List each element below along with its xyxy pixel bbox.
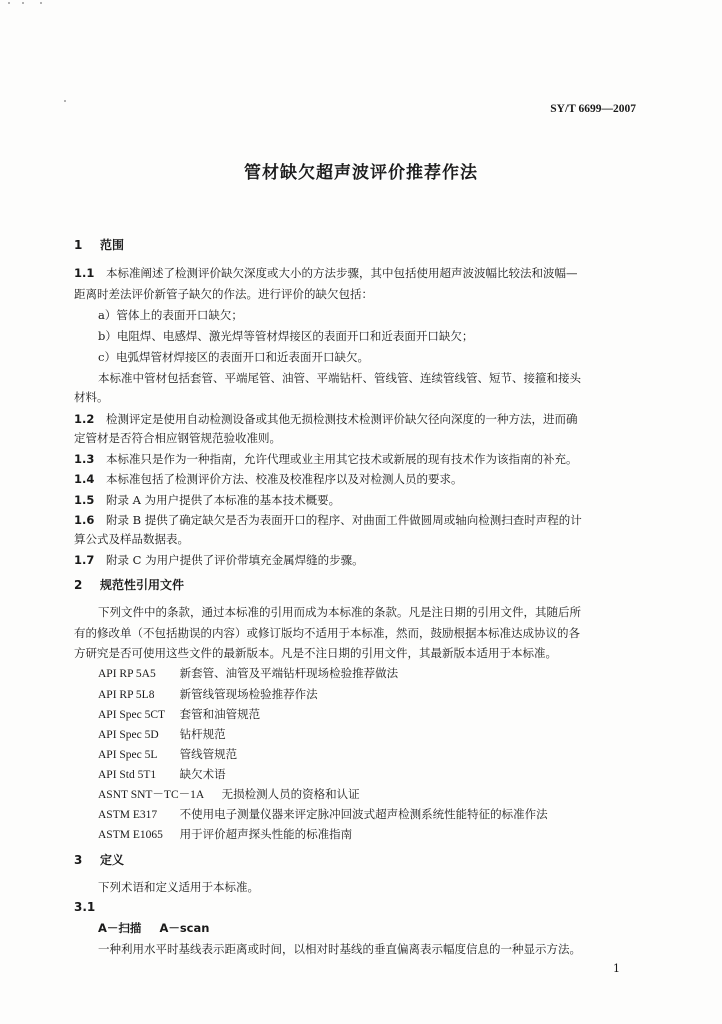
clause-1-7 bbox=[74, 551, 364, 569]
clause-number: 1.5 bbox=[74, 493, 95, 507]
clause-number: 1.1 bbox=[74, 266, 95, 280]
section-title: 定义 bbox=[100, 853, 125, 867]
reference-code: ASNT SNT－TC－1A bbox=[98, 789, 205, 801]
section-heading-3 bbox=[74, 851, 124, 869]
section-title: 规范性引用文件 bbox=[100, 578, 185, 592]
scan-speck bbox=[22, 2, 24, 4]
reference-title: 钻杆规范 bbox=[179, 727, 226, 741]
scan-speck bbox=[8, 2, 10, 4]
clause-number: 1.4 bbox=[74, 472, 95, 486]
reference-item bbox=[98, 785, 360, 804]
document-title: 管材缺欠超声波评价推荐作法 bbox=[244, 163, 478, 183]
section-2-intro-line-2: 有的修改单（不包括勘误的内容）或修订版均不适用于本标准，然而，鼓励根据本标准达成协议的各 bbox=[74, 626, 580, 640]
clause-1-1-line-1 bbox=[74, 264, 578, 282]
section-heading-2 bbox=[74, 576, 184, 594]
reference-item bbox=[98, 685, 318, 704]
clause-number: 1.3 bbox=[74, 452, 95, 466]
reference-code: API RP 5A5 bbox=[98, 668, 156, 680]
clause-text: 附录 C 为用户提供了评价带填充金属焊缝的步骤。 bbox=[106, 553, 364, 567]
term-number: 3.1 bbox=[74, 900, 96, 914]
section-number: 2 bbox=[74, 578, 83, 592]
scan-speck bbox=[64, 100, 66, 102]
reference-code: ASTM E1065 bbox=[98, 829, 163, 841]
section-3-intro: 下列术语和定义适用于本标准。 bbox=[98, 880, 259, 894]
clause-text: 本标准阐述了检测评价缺欠深度或大小的方法步骤，其中包括使用超声波波幅比较法和波幅— bbox=[106, 266, 578, 280]
clause-1-3 bbox=[74, 450, 578, 468]
scan-speck bbox=[40, 2, 42, 4]
reference-title: 新管线管现场检验推荐作法 bbox=[179, 687, 318, 701]
reference-item bbox=[98, 705, 260, 724]
term-chinese: A－扫描 bbox=[98, 921, 142, 935]
clause-1-2-line-1 bbox=[74, 410, 578, 428]
reference-item bbox=[98, 664, 398, 683]
section-number: 3 bbox=[74, 853, 83, 867]
clause-number: 1.6 bbox=[74, 513, 95, 527]
reference-code: ASTM E317 bbox=[98, 809, 158, 821]
clause-1-1-line-2: 距离时差法评价新管子缺欠的作法。进行评价的缺欠包括： bbox=[74, 287, 373, 301]
clause-1-6-line-2: 算公式及样品数据表。 bbox=[74, 532, 189, 546]
list-item-c: c）电弧焊管材焊接区的表面开口和近表面开口缺欠。 bbox=[98, 350, 369, 364]
reference-item bbox=[98, 745, 237, 764]
reference-title: 缺欠术语 bbox=[179, 767, 226, 781]
reference-code: API Std 5T1 bbox=[98, 769, 157, 781]
clause-number: 1.2 bbox=[74, 412, 95, 426]
reference-code: API Spec 5CT bbox=[98, 709, 166, 721]
reference-code: API Spec 5D bbox=[98, 729, 159, 741]
reference-item bbox=[98, 765, 226, 784]
clause-1-1-note-line-2: 材料。 bbox=[74, 390, 109, 404]
page-number: 1 bbox=[613, 962, 620, 975]
clause-1-5 bbox=[74, 491, 340, 509]
section-heading-1 bbox=[74, 236, 124, 254]
section-number: 1 bbox=[74, 238, 83, 252]
reference-title: 管线管规范 bbox=[179, 747, 238, 761]
clause-text: 本标准只是作为一种指南，允许代理或业主用其它技术或新展的现有技术作为该指南的补充。 bbox=[106, 452, 578, 466]
list-item-b: b）电阻焊、电感焊、激光焊等管材焊接区的表面开口和近表面开口缺欠； bbox=[98, 329, 474, 343]
term-heading bbox=[98, 919, 209, 937]
clause-text: 附录 A 为用户提供了本标准的基本技术概要。 bbox=[106, 493, 341, 507]
clause-text: 附录 B 提供了确定缺欠是否为表面开口的程序、对曲面工件做圆周或轴向检测扫查时声程的计 bbox=[106, 513, 582, 527]
reference-item bbox=[98, 825, 352, 844]
reference-title: 套管和油管规范 bbox=[179, 707, 261, 721]
reference-code: API RP 5L8 bbox=[98, 689, 155, 701]
clause-text: 本标准包括了检测评价方法、校准及校准程序以及对检测人员的要求。 bbox=[106, 472, 463, 486]
reference-item bbox=[98, 805, 548, 824]
term-english: A－scan bbox=[159, 921, 210, 935]
section-2-intro-line-1: 下列文件中的条款，通过本标准的引用而成为本标准的条款。凡是注日期的引用文件，其随后所 bbox=[98, 605, 581, 619]
section-title: 范围 bbox=[100, 238, 125, 252]
clause-number: 1.7 bbox=[74, 553, 95, 567]
reference-title: 无损检测人员的资格和认证 bbox=[221, 787, 360, 801]
reference-code: API Spec 5L bbox=[98, 749, 158, 761]
reference-title: 不使用电子测量仪器来评定脉冲回波式超声检测系统性能特征的标准作法 bbox=[179, 807, 548, 821]
term-definition: 一种利用水平时基线表示距离或时间，以相对时基线的垂直偏离表示幅度信息的一种显示方法。 bbox=[98, 942, 581, 956]
reference-title: 用于评价超声探头性能的标准指南 bbox=[179, 827, 353, 841]
reference-title: 新套管、油管及平端钻杆现场检验推荐做法 bbox=[179, 666, 399, 680]
standard-code: SY/T 6699—2007 bbox=[550, 103, 636, 115]
clause-1-1-note-line-1: 本标准中管材包括套管、平端尾管、油管、平端钻杆、管线管、连续管线管、短节、接箍和接头 bbox=[98, 371, 581, 385]
section-2-intro-line-3: 方研究是否可使用这些文件的最新版本。凡是不注日期的引用文件，其最新版本适用于本标准。 bbox=[74, 646, 557, 660]
reference-item bbox=[98, 725, 226, 744]
clause-text: 检测评定是使用自动检测设备或其他无损检测技术检测评价缺欠径向深度的一种方法，进而确 bbox=[106, 412, 578, 426]
list-item-a: a）管体上的表面开口缺欠； bbox=[98, 308, 243, 322]
clause-1-2-line-2: 定管材是否符合相应钢管规范验收准则。 bbox=[74, 431, 281, 445]
clause-1-4 bbox=[74, 470, 463, 488]
clause-1-6-line-1 bbox=[74, 511, 582, 529]
